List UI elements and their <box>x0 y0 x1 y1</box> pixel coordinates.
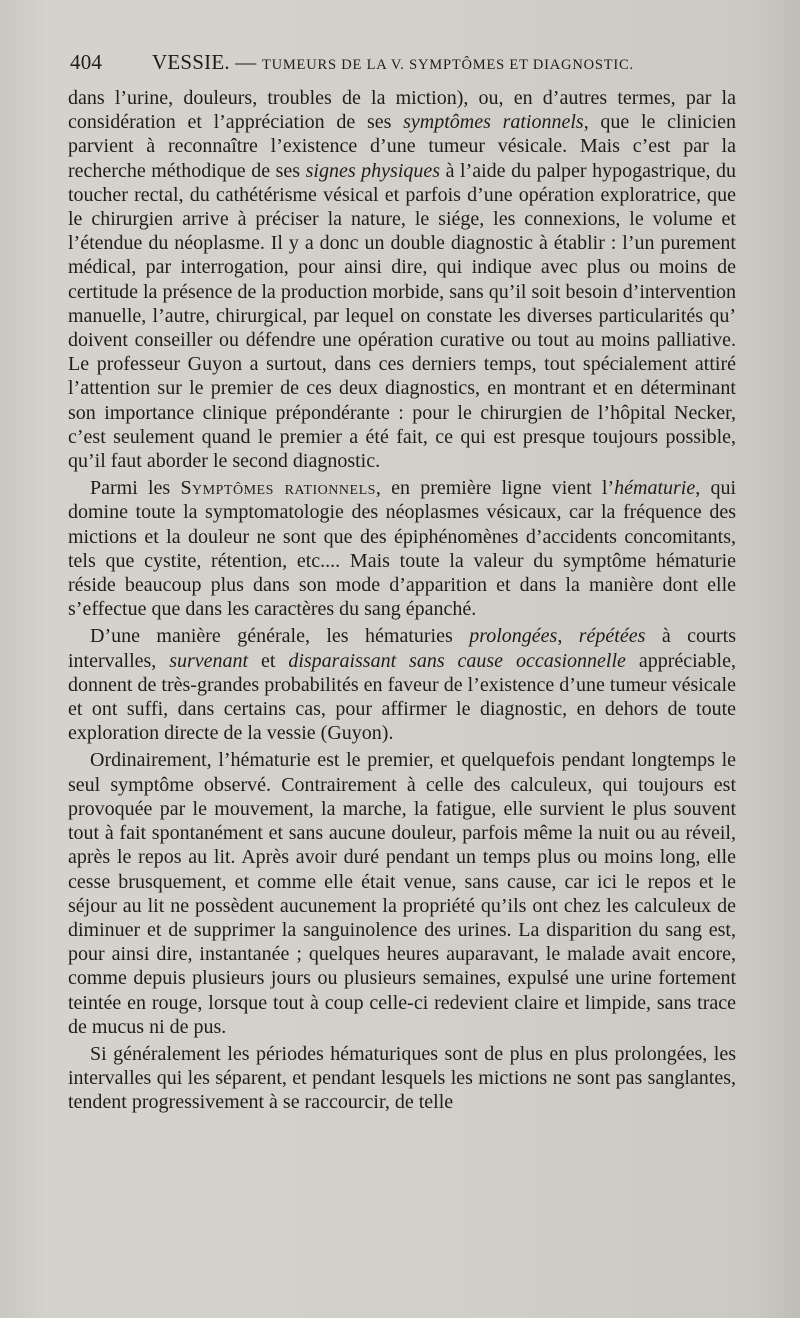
paragraph-1 <box>68 86 736 473</box>
paragraph-2 <box>68 476 736 621</box>
italic-run: prolongées <box>469 625 558 648</box>
italic-run: survenant <box>169 649 249 672</box>
running-header <box>70 50 740 84</box>
italic-run: répétées <box>578 625 646 648</box>
text-run: à courts intervalles, <box>68 625 736 672</box>
italic-run: signes physiques <box>305 159 441 182</box>
text-run: appréciable, donnent de très-grandes probabilités en faveur de l’existence d’une tumeur vésicale et ont suffi, dans certains cas, pour affirmer le diagnostic, en dehors de toute exploration directe de la vessie (Guyon). <box>68 649 736 745</box>
text-run: Parmi les <box>90 477 181 500</box>
text-run: D’une manière générale, les hématuries <box>90 625 470 648</box>
header-dash: — <box>229 50 262 74</box>
paragraph-3 <box>68 624 736 745</box>
italic-run: disparaissant sans cause occasionnelle <box>288 649 626 672</box>
text-run: , qui domine toute la symptomatologie des néoplasmes vésicaux, car la fréquence des mictions et la douleur ne sont que des épiphénomènes d’accidents concomitants, tels que cystite, rétention, etc.... Mais toute la valeur du symptôme hématurie réside beaucoup plus dans son mode d’apparition et dans la manière dont elle s’effectue que dans les caractères du sang épanché. <box>68 477 737 621</box>
paragraph-5: Si généralement les périodes hématuriques sont de plus en plus prolongées, les intervalles qui les séparent, et pendant lesquels les mictions ne sont pas sanglantes, tendent progressivement à se raccourcir, de telle <box>68 1042 736 1114</box>
italic-run: hématurie <box>614 477 696 500</box>
text-run: et <box>248 649 289 672</box>
page-number: 404 <box>70 50 103 74</box>
text-run: à l’aide du palper hypogastrique, du toucher rectal, du cathétérisme vésical et parfois d’une opération exploratrice, que le chirurgien arrive à préciser la nature, le siége, les connexions, le volume et l’étendue du néoplasme. Il y a donc un double diagnostic à établir : l’un purement médical, par interrogation, pour ainsi dire, qui indique avec plus ou moins de certitude la présence de la production morbide, sans qu’il soit besoin d’intervention manuelle, l’autre, chirurgical, par lequel on constate les diverses particularités qu’ doivent conseiller ou défendre une opération curative ou tout au moins palliative. Le professeur Guyon a surtout, dans ces derniers temps, tout spécialement attiré l’attention sur le premier de ces deux diagnostics, en montrant et en déterminant son importance clinique prépondérante : pour le chirurgien de l’hôpital Necker, c’est seulement quand le premier a été fait, ce qui est presque toujours possible, qu’il faut aborder le second diagnostic. <box>68 159 736 473</box>
text-run: , que le clinicien parvient à reconnaître l’existence d’une tumeur vésicale. Mais c’est par la recherche méthodique de ses <box>68 111 736 182</box>
paragraph-4: Ordinairement, l’hématurie est le premier, et quelquefois pendant longtemps le seul symptôme observé. Contrairement à celle des calculeux, qui toujours est provoquée par le mouvement, la marche, la fatigue, elle survient le plus souvent tout à fait spontanément et sans aucune douleur, parfois même la nuit ou au réveil, après le repos au lit. Après avoir duré pendant un temps plus ou moins long, elle cesse brusquement, et comme elle était venue, sans cause, car ici le repos et le séjour au lit ne possèdent aucunement la propriété qu’ils ont chez les calculeux de diminuer et de supprimer la sanguinolence des urines. La disparition du sang est, pour ainsi dire, instantanée ; quelques heures auparavant, le malade avait encore, comme depuis plusieurs jours ou plusieurs semaines, expulsé une urine fortement teintée en rouge, lorsque tout à coup celle-ci redevient claire et limpide, sans trace de mucus ni de pus. <box>68 749 736 1038</box>
text-run: dans l’urine, douleurs, troubles de la miction), ou, en d’autres termes, par la considération et l’appréciation de ses <box>68 87 736 134</box>
body-text <box>68 86 736 1115</box>
header-title: VESSIE. <box>152 50 230 74</box>
text-run: , <box>557 625 579 648</box>
header-subtitle: TUMEURS DE LA V. SYMPTÔMES ET DIAGNOSTIC. <box>261 57 634 73</box>
small-caps-run: Symptômes rationnels <box>180 477 376 500</box>
text-run: , en première ligne vient l’ <box>375 477 615 500</box>
italic-run: symptômes rationnels <box>403 111 584 134</box>
